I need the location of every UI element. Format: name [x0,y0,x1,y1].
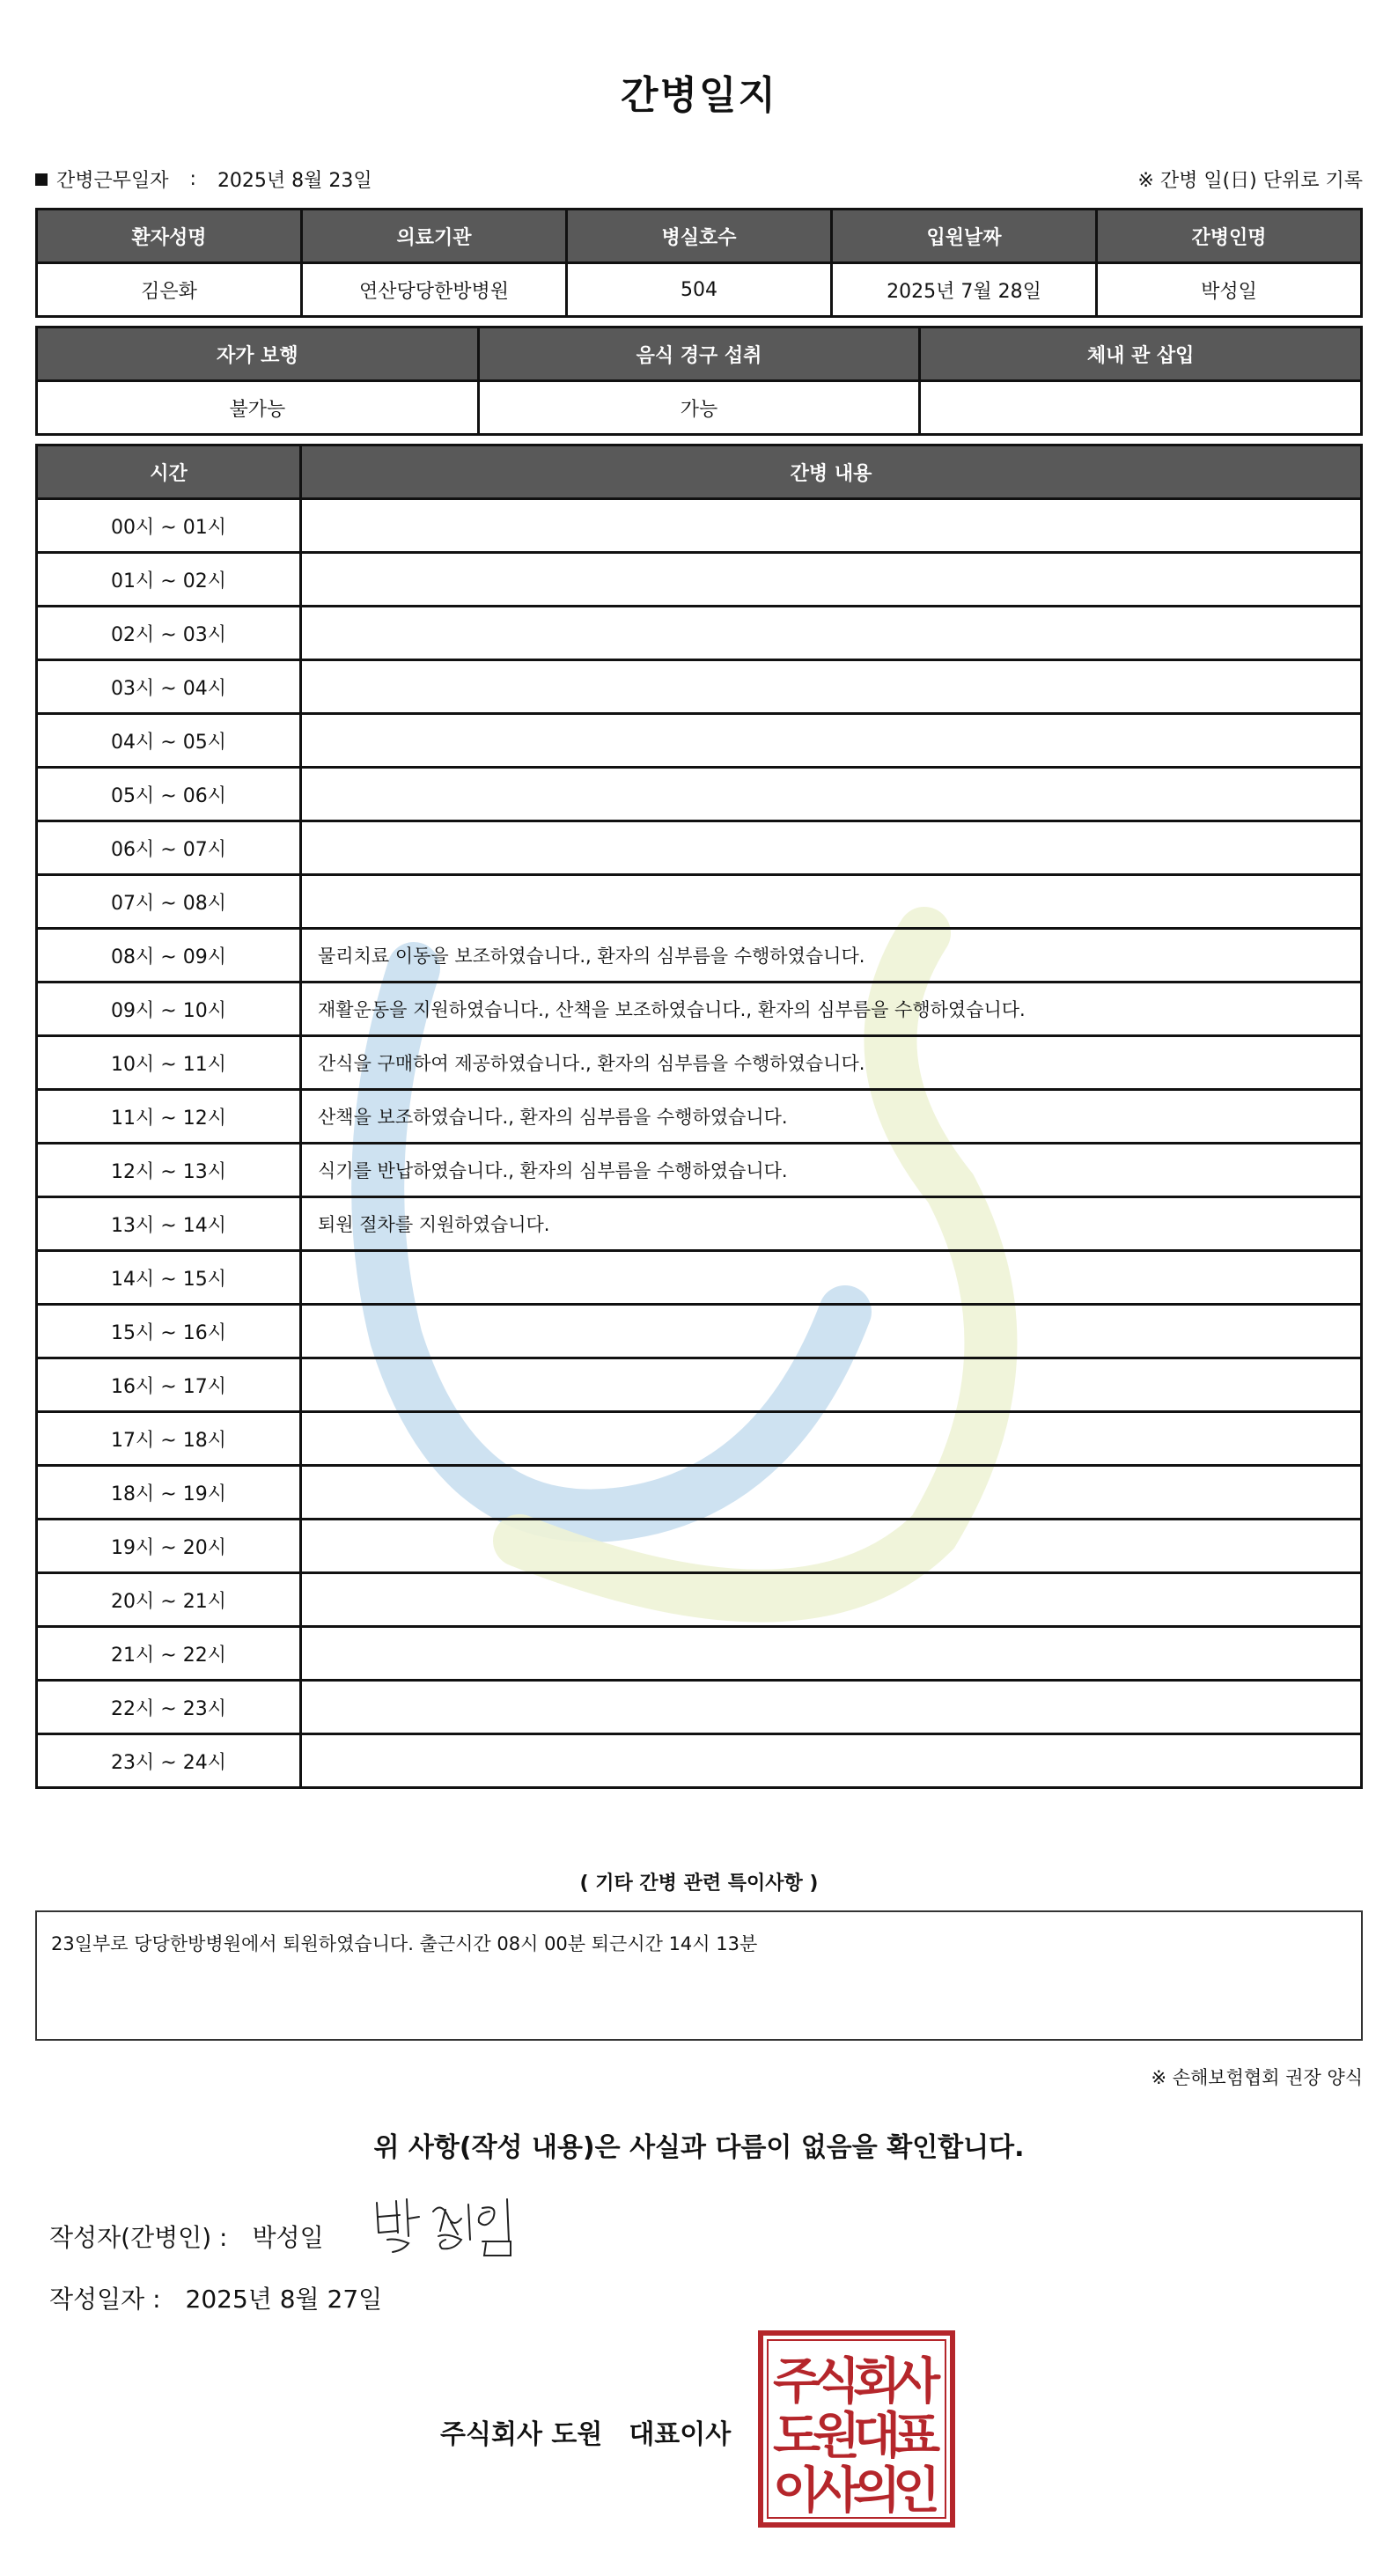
unit-note: ※ 간병 일(日) 단위로 기록 [1137,170,1363,192]
log-time: 20시 ~ 21시 [37,1573,301,1627]
log-content [301,1358,1362,1412]
document-title: 간병일지 [620,73,777,118]
log-content: 퇴원 절차를 지원하였습니다. [301,1197,1362,1251]
log-content [301,499,1362,553]
header-admission-date: 입원날짜 [832,210,1097,263]
log-row [37,714,1362,768]
log-content: 식기를 반납하였습니다., 환자의 심부름을 수행하였습니다. [301,1144,1362,1197]
log-time: 22시 ~ 23시 [37,1681,301,1734]
log-content [301,1412,1362,1466]
log-row [37,929,1362,983]
room-number: 504 [567,263,832,317]
log-time: 05시 ~ 06시 [37,768,301,821]
log-content [301,1627,1362,1681]
log-row [37,1144,1362,1197]
header-room: 병실호수 [567,210,832,263]
log-content [301,1251,1362,1305]
header-self-walking: 자가 보행 [37,328,479,381]
writer-label: 작성자(간병인) : [49,2223,228,2252]
write-date-value: 2025년 8월 27일 [185,2285,383,2314]
svg-text:주: 주 [772,2353,821,2410]
svg-text:회: 회 [852,2353,901,2410]
log-row [37,1681,1362,1734]
work-date-line [35,166,372,193]
bullet-square-icon [35,173,48,186]
recommend-note: ※ 손해보험협회 권장 양식 [1151,2067,1363,2088]
svg-text:식: 식 [812,2353,861,2410]
log-time: 03시 ~ 04시 [37,660,301,714]
log-row [37,1573,1362,1627]
log-row [37,1466,1362,1520]
log-content: 산책을 보조하였습니다., 환자의 심부름을 수행하였습니다. [301,1090,1362,1144]
log-row [37,660,1362,714]
header-time: 시간 [37,445,301,499]
log-row [37,1358,1362,1412]
log-row [37,768,1362,821]
log-content [301,875,1362,929]
svg-text:원: 원 [812,2408,861,2465]
log-time: 19시 ~ 20시 [37,1520,301,1573]
log-row [37,1197,1362,1251]
log-row [37,1036,1362,1090]
work-date-value: 2025년 8월 23일 [217,170,372,192]
svg-text:사: 사 [892,2353,941,2410]
svg-text:의: 의 [852,2462,901,2520]
log-row [37,875,1362,929]
log-content [301,607,1362,660]
header-oral-intake: 음식 경구 섭취 [478,328,920,381]
header-patient-name: 환자성명 [37,210,302,263]
svg-text:표: 표 [892,2408,941,2465]
writer-line [49,2219,324,2254]
log-row [37,821,1362,875]
log-content [301,1466,1362,1520]
log-row [37,1520,1362,1573]
log-row [37,1412,1362,1466]
log-time: 12시 ~ 13시 [37,1144,301,1197]
hospital-name: 연산당당한방병원 [302,263,567,317]
log-content [301,1573,1362,1627]
work-date-label: 간병근무일자 [56,170,169,192]
log-time: 06시 ~ 07시 [37,821,301,875]
svg-text:사: 사 [812,2462,861,2520]
tube-insertion-value [920,381,1362,435]
log-content: 재활운동을 지원하였습니다., 산책을 보조하였습니다., 환자의 심부름을 수행하였습니다. [301,983,1362,1036]
company-name: 주식회사 도원 [440,2419,603,2450]
svg-text:대: 대 [852,2408,901,2465]
log-row [37,607,1362,660]
log-time: 14시 ~ 15시 [37,1251,301,1305]
log-content [301,821,1362,875]
svg-text:인: 인 [892,2462,941,2520]
header-care-content: 간병 내용 [301,445,1362,499]
caregiver-name: 박성일 [1097,263,1362,317]
special-notes-text: 23일부로 당당한방병원에서 퇴원하였습니다. 출근시간 08시 00분 퇴근시간 14시 13분 [51,1933,758,1954]
log-time: 13시 ~ 14시 [37,1197,301,1251]
write-date-label: 작성일자 : [49,2285,161,2314]
care-log-table [35,444,1363,1789]
log-time: 23시 ~ 24시 [37,1734,301,1788]
work-date-separator: : [189,168,196,190]
log-time: 15시 ~ 16시 [37,1305,301,1358]
patient-name: 김은화 [37,263,302,317]
log-content [301,768,1362,821]
log-time: 16시 ~ 17시 [37,1358,301,1412]
log-row [37,1251,1362,1305]
log-row [37,1305,1362,1358]
log-content [301,553,1362,607]
patient-ability-table [35,326,1363,436]
log-row [37,1627,1362,1681]
log-content [301,660,1362,714]
log-content: 간식을 구매하여 제공하였습니다., 환자의 심부름을 수행하였습니다. [301,1036,1362,1090]
log-content [301,1520,1362,1573]
special-notes-title: ( 기타 간병 관련 특이사항 ) [579,1873,819,1895]
log-time: 18시 ~ 19시 [37,1466,301,1520]
svg-text:도: 도 [772,2408,821,2465]
self-walking-value: 불가능 [37,381,479,435]
log-content [301,1734,1362,1788]
log-content: 물리치료 이동을 보조하였습니다., 환자의 심부름을 수행하였습니다. [301,929,1362,983]
header-hospital: 의료기관 [302,210,567,263]
header-tube-insertion: 체내 관 삽입 [920,328,1362,381]
log-row [37,1090,1362,1144]
handwritten-signature [370,2192,528,2263]
company-seal-stamp [757,2329,956,2528]
company-line [440,2412,731,2451]
log-time: 01시 ~ 02시 [37,553,301,607]
confirm-statement: 위 사항(작성 내용)은 사실과 다름이 없음을 확인합니다. [373,2132,1025,2163]
log-time: 00시 ~ 01시 [37,499,301,553]
log-time: 08시 ~ 09시 [37,929,301,983]
log-time: 17시 ~ 18시 [37,1412,301,1466]
log-row [37,983,1362,1036]
log-time: 21시 ~ 22시 [37,1627,301,1681]
log-row [37,499,1362,553]
log-content [301,1681,1362,1734]
oral-intake-value: 가능 [478,381,920,435]
svg-text:이: 이 [772,2462,821,2520]
ceo-label: 대표이사 [629,2419,732,2450]
log-content [301,1305,1362,1358]
log-row [37,553,1362,607]
log-time: 02시 ~ 03시 [37,607,301,660]
log-time: 10시 ~ 11시 [37,1036,301,1090]
log-time: 04시 ~ 05시 [37,714,301,768]
write-date-line [49,2280,382,2315]
log-row [37,1734,1362,1788]
header-caregiver-name: 간병인명 [1097,210,1362,263]
log-time: 09시 ~ 10시 [37,983,301,1036]
patient-info-table [35,208,1363,318]
admission-date: 2025년 7월 28일 [832,263,1097,317]
log-time: 11시 ~ 12시 [37,1090,301,1144]
log-content [301,714,1362,768]
log-time: 07시 ~ 08시 [37,875,301,929]
writer-name: 박성일 [252,2223,324,2252]
